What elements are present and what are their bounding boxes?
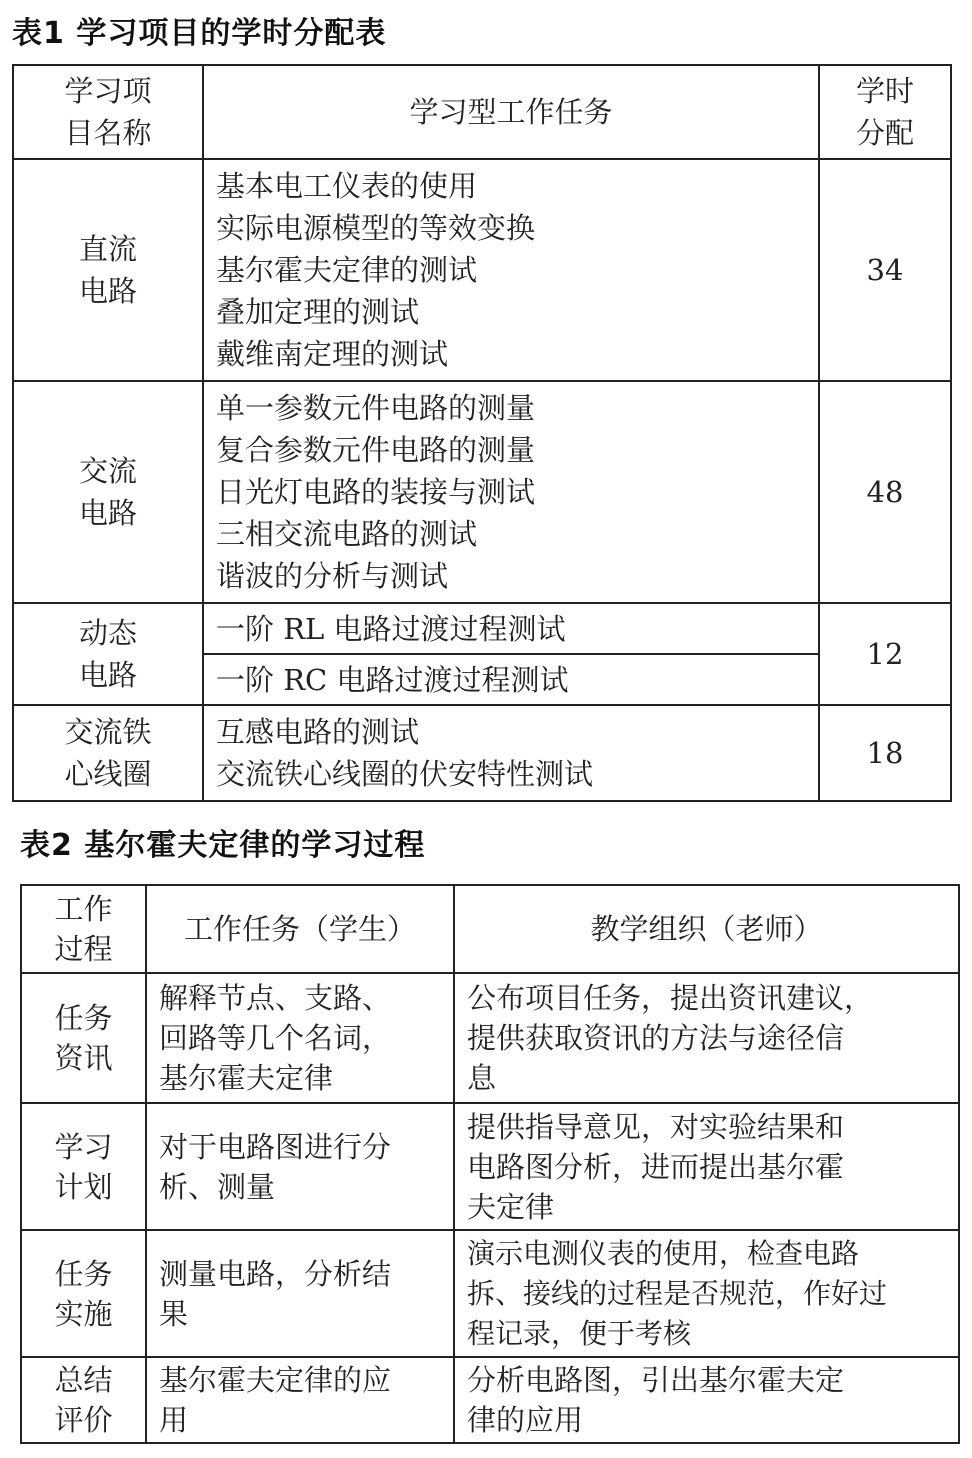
task-item: 一阶 RL 电路过渡过程测试 — [203, 603, 819, 654]
hours-value: 48 — [819, 381, 951, 603]
work-process: 总结 评价 — [21, 1357, 146, 1443]
table1-header-row — [13, 65, 951, 159]
header-hours: 学时 分配 — [819, 65, 951, 159]
work-process: 任务 资讯 — [21, 973, 146, 1103]
work-process: 学习 计划 — [21, 1103, 146, 1230]
table-row — [13, 705, 951, 801]
task-list: 互感电路的测试 交流铁心线圈的伏安特性测试 — [203, 705, 819, 801]
task-list: 单一参数元件电路的测量 复合参数元件电路的测量 日光灯电路的装接与测试 三相交流电路的测试 谐波的分析与测试 — [203, 381, 819, 603]
table-row — [21, 1357, 959, 1443]
table1-caption: 表1 学习项目的学时分配表 — [12, 16, 387, 51]
table-row — [21, 1230, 959, 1357]
teacher-organization: 提供指导意见，对实验结果和 电路图分析，进而提出基尔霍 夫定律 — [454, 1103, 959, 1230]
table-row — [13, 381, 951, 603]
project-name: 直流 电路 — [13, 159, 203, 381]
task-item: 一阶 RC 电路过渡过程测试 — [203, 654, 819, 705]
teacher-organization: 公布项目任务，提出资讯建议， 提供获取资讯的方法与途径信 息 — [454, 973, 959, 1103]
hours-value: 18 — [819, 705, 951, 801]
student-task: 对于电路图进行分 析、测量 — [146, 1103, 454, 1230]
work-process: 任务 实施 — [21, 1230, 146, 1357]
teacher-organization: 演示电测仪表的使用，检查电路 拆、接线的过程是否规范，作好过 程记录，便于考核 — [454, 1230, 959, 1357]
hours-allocation-table — [12, 64, 952, 802]
table2-header-row — [21, 885, 959, 973]
teacher-organization: 分析电路图，引出基尔霍夫定 律的应用 — [454, 1357, 959, 1443]
project-name: 动态 电路 — [13, 603, 203, 705]
project-name: 交流铁 心线圈 — [13, 705, 203, 801]
table-row — [21, 1103, 959, 1230]
hours-value: 34 — [819, 159, 951, 381]
table-row — [13, 603, 951, 654]
learning-process-table — [20, 884, 960, 1444]
header-student-task: 工作任务（学生） — [146, 885, 454, 973]
header-work-process: 工作 过程 — [21, 885, 146, 973]
student-task: 测量电路，分析结 果 — [146, 1230, 454, 1357]
task-list: 基本电工仪表的使用 实际电源模型的等效变换 基尔霍夫定律的测试 叠加定理的测试 戴维南定理的测试 — [203, 159, 819, 381]
table-row — [13, 159, 951, 381]
project-name: 交流 电路 — [13, 381, 203, 603]
hours-value: 12 — [819, 603, 951, 705]
table-row — [21, 973, 959, 1103]
table2-caption: 表2 基尔霍夫定律的学习过程 — [20, 828, 426, 863]
student-task: 基尔霍夫定律的应 用 — [146, 1357, 454, 1443]
header-tasks: 学习型工作任务 — [203, 65, 819, 159]
header-project-name: 学习项 目名称 — [13, 65, 203, 159]
header-teacher-organization: 教学组织（老师） — [454, 885, 959, 973]
student-task: 解释节点、支路、 回路等几个名词， 基尔霍夫定律 — [146, 973, 454, 1103]
